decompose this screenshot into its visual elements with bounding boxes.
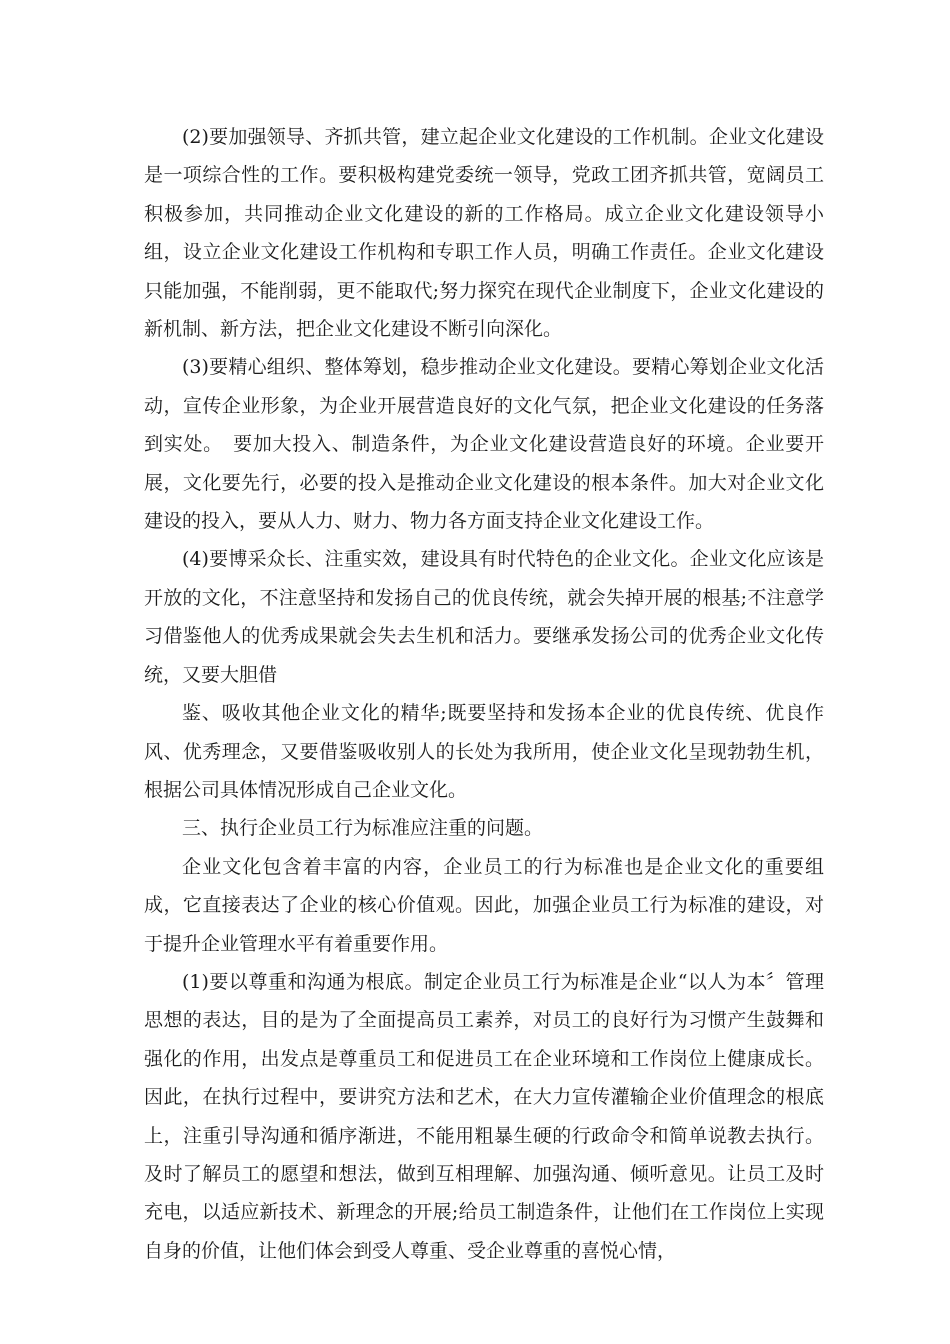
paragraph-section-4: (4)要博采众长、注重实效，建设具有时代特色的企业文化。企业文化应该是开放的文化，不注意坚持和发扬自己的优良传统，就会失掉开展的根基;不注意学习借鉴他人的优秀成果就会失去生机和活力。要继承发扬公司的优秀企业文化传统，又要大胆借 [144,548,824,686]
document-body [144,118,824,1270]
paragraph-intro: 企业文化包含着丰富的内容，企业员工的行为标准也是企业文化的重要组成，它直接表达了企业的核心价值观。因此，加强企业员工行为标准的建设，对于提升企业管理水平有着重要作用。 [144,855,824,955]
paragraph-section-2: (2)要加强领导、齐抓共管，建立起企业文化建设的工作机制。企业文化建设是一项综合性的工作。要积极构建党委统一领导，党政工团齐抓共管，宽阔员工积极参加，共同推动企业文化建设的新的工作格局。成立企业文化建设领导小组，设立企业文化建设工作机构和专职工作人员，明确工作责任。企业文化建设只能加强，不能削弱，更不能取代;努力探究在现代企业制度下，企业文化建设的新机制、新方法，把企业文化建设不断引向深化。 [144,126,824,341]
section-heading-three: 三、执行企业员工行为标准应注重的问题。 [182,817,544,840]
paragraph-section-3: (3)要精心组织、整体筹划，稳步推动企业文化建设。要精心筹划企业文化活动，宣传企业形象，为企业开展营造良好的文化气氛，把企业文化建设的任务落到实处。 要加大投入、制造条件，为企业文化建设营造良好的环境。企业要开展，文化要先行，必要的投入是推动企业文化建设的根本条件。加大对企业文化建设的投入，要从人力、财力、物力各方面支持企业文化建设工作。 [144,356,824,533]
paragraph-point-1: (1)要以尊重和沟通为根底。制定企业员工行为标准是企业“以人为本〞管理思想的表达，目的是为了全面提高员工素养，对员工的良好行为习惯产生鼓舞和强化的作用，出发点是尊重员工和促进员工在企业环境和工作岗位上健康成长。因此，在执行过程中，要讲究方法和艺术，在大力宣传灌输企业价值理念的根底上，注重引导沟通和循序渐进，不能用粗暴生硬的行政命令和简单说教去执行。及时了解员工的愿望和想法，做到互相理解、加强沟通、倾听意见。让员工及时充电，以适应新技术、新理念的开展;给员工制造条件，让他们在工作岗位上实现自身的价值，让他们体会到受人尊重、受企业尊重的喜悦心情， [144,970,824,1262]
paragraph-section-4-continued: 鉴、吸收其他企业文化的精华;既要坚持和发扬本企业的优良传统、优良作风、优秀理念，又要借鉴吸收别人的长处为我所用，使企业文化呈现勃勃生机，根据公司具体情况形成自己企业文化。 [144,702,824,801]
